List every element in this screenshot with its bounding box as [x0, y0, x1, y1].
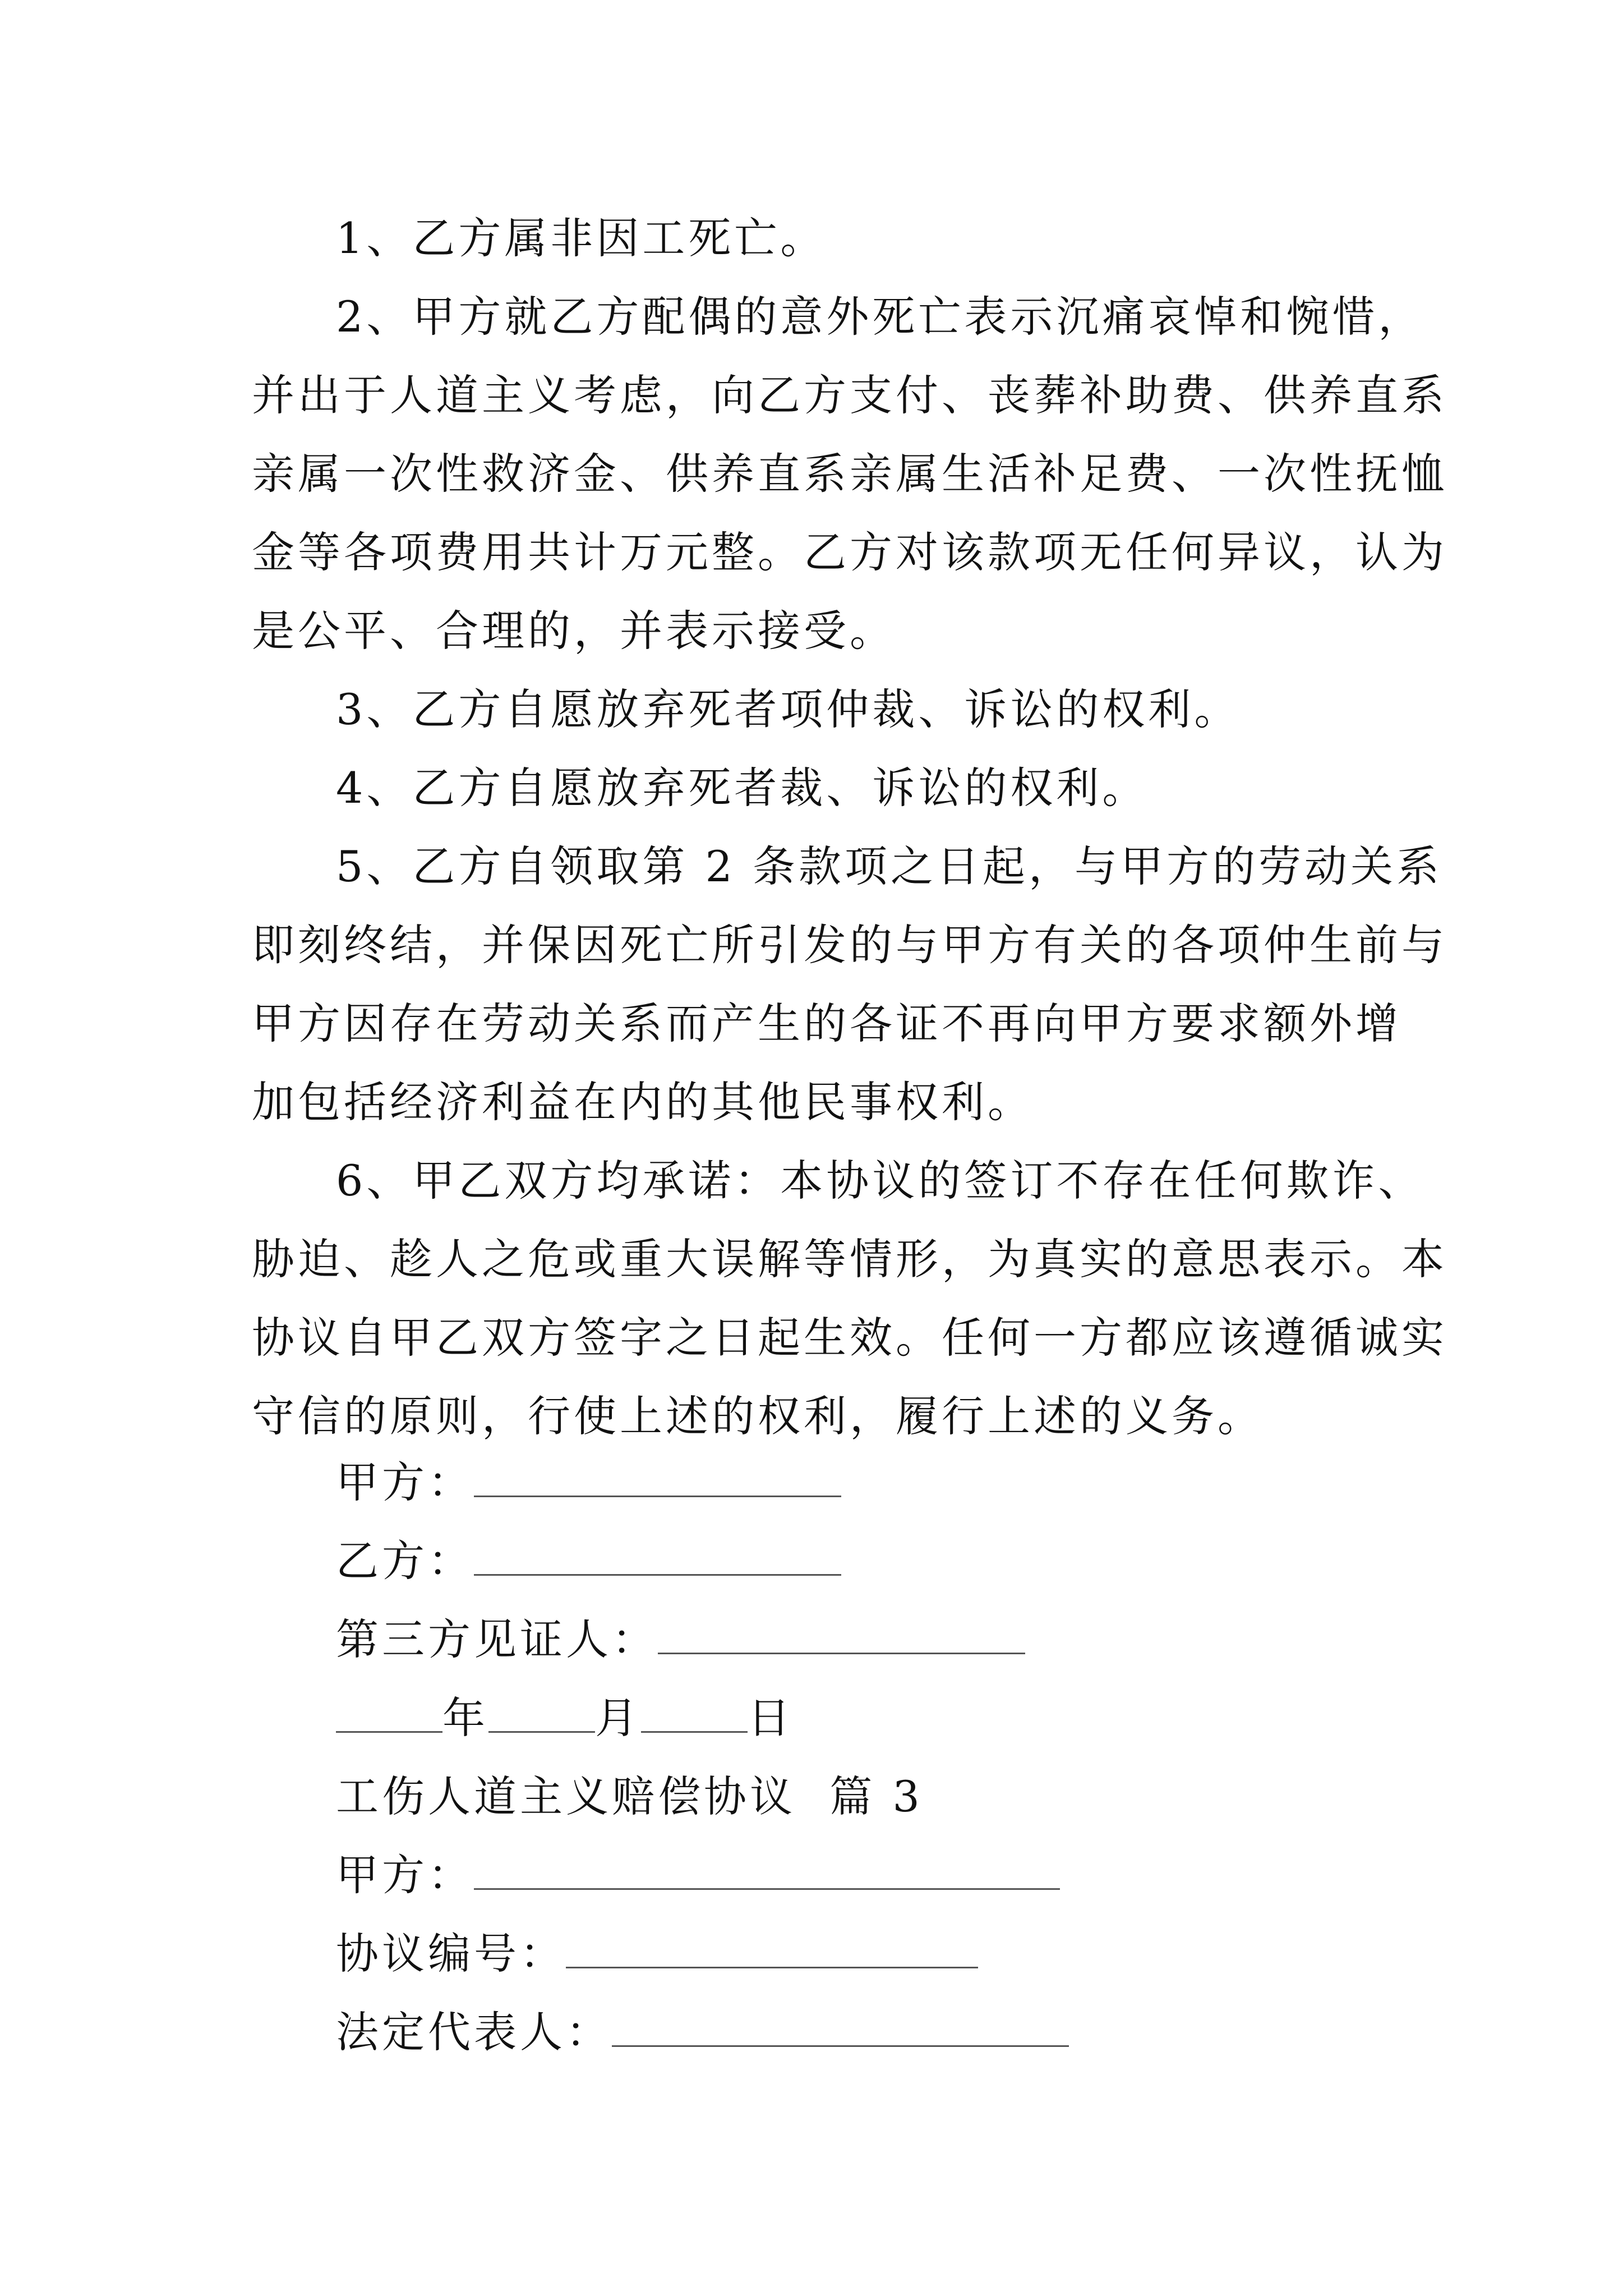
clause-2-line-4: 金等各项费用共计万元整。乙方对该款项无任何异议，认为 — [252, 527, 1447, 577]
clause-6-line-3: 协议自甲乙双方签字之日起生效。任何一方都应该遵循诚实 — [252, 1313, 1447, 1363]
date-month-label: 月 — [595, 1693, 641, 1743]
section-party-a-label: 甲方： — [336, 1850, 474, 1900]
clause-5-line-3: 甲方因存在劳动关系而产生的各证不再向甲方要求额外增 — [252, 999, 1401, 1048]
clause-6 — [252, 1142, 1447, 1456]
signature-witness-label: 第三方见证人： — [336, 1614, 658, 1664]
section-legal-rep-label: 法定代表人： — [336, 2007, 612, 2057]
section-agreement-no-blank[interactable] — [566, 1934, 978, 1968]
section-party-a-blank[interactable] — [474, 1856, 1060, 1890]
clause-5-line-2: 即刻终结，并保因死亡所引发的与甲方有关的各项仲生前与 — [252, 920, 1447, 970]
clause-2-line-1: 2、甲方就乙方配偶的意外死亡表示沉痛哀悼和惋惜， — [336, 292, 1424, 342]
date-year-label: 年 — [442, 1693, 488, 1743]
date-day-label: 日 — [748, 1693, 794, 1743]
signature-witness — [336, 1613, 1025, 1667]
signature-party-b-label: 乙方： — [336, 1536, 474, 1586]
clause-2-line-5: 是公平、合理的，并表示接受。 — [252, 606, 896, 656]
clause-6-line-2: 胁迫、趁人之危或重大误解等情形，为真实的意思表示。本 — [252, 1234, 1447, 1284]
clause-2 — [252, 278, 1447, 670]
clause-5 — [252, 827, 1447, 1142]
clause-3 — [252, 670, 1373, 749]
date-day-blank[interactable] — [641, 1699, 748, 1733]
date-year-blank[interactable] — [336, 1699, 442, 1733]
signature-witness-blank[interactable] — [658, 1620, 1025, 1654]
clause-1 — [252, 199, 1373, 278]
date-month-blank[interactable] — [488, 1699, 595, 1733]
signature-party-b — [336, 1534, 841, 1588]
clause-6-line-4: 守信的原则，行使上述的权利，履行上述的义务。 — [252, 1391, 1264, 1441]
clause-4-line-1: 4、乙方自愿放弃死者裁、诉讼的权利。 — [336, 763, 1149, 813]
section-legal-rep — [336, 2005, 1069, 2059]
signature-party-b-blank[interactable] — [474, 1542, 841, 1576]
signature-party-a-blank[interactable] — [474, 1463, 841, 1497]
clause-5-line-4: 加包括经济利益在内的其他民事权利。 — [252, 1077, 1034, 1127]
signature-party-a-label: 甲方： — [336, 1457, 474, 1507]
section-agreement-no-label: 协议编号： — [336, 1929, 566, 1978]
clause-3-line-1: 3、乙方自愿放弃死者项仲裁、诉讼的权利。 — [336, 684, 1241, 734]
clause-2-line-3: 亲属一次性救济金、供养直系亲属生活补足费、一次性抚恤 — [252, 449, 1447, 499]
clause-5-line-1: 5、乙方自领取第 2 条款项之日起，与甲方的劳动关系 — [336, 841, 1443, 891]
section-legal-rep-blank[interactable] — [612, 2013, 1069, 2047]
clause-4 — [252, 749, 1373, 827]
section-title: 工伤人道主义赔偿协议 篇 3 — [336, 1772, 923, 1821]
clause-2-line-2: 并出于人道主义考虑，向乙方支付、丧葬补助费、供养直系 — [252, 370, 1447, 420]
section-party-a — [336, 1848, 1060, 1902]
signature-party-a — [336, 1456, 841, 1510]
signature-date — [336, 1691, 794, 1745]
clause-1-line-1: 1、乙方属非因工死亡。 — [336, 213, 827, 263]
section-agreement-no — [336, 1927, 978, 1981]
clause-6-line-1: 6、甲乙双方均承诺：本协议的签订不存在任何欺诈、 — [336, 1156, 1424, 1205]
